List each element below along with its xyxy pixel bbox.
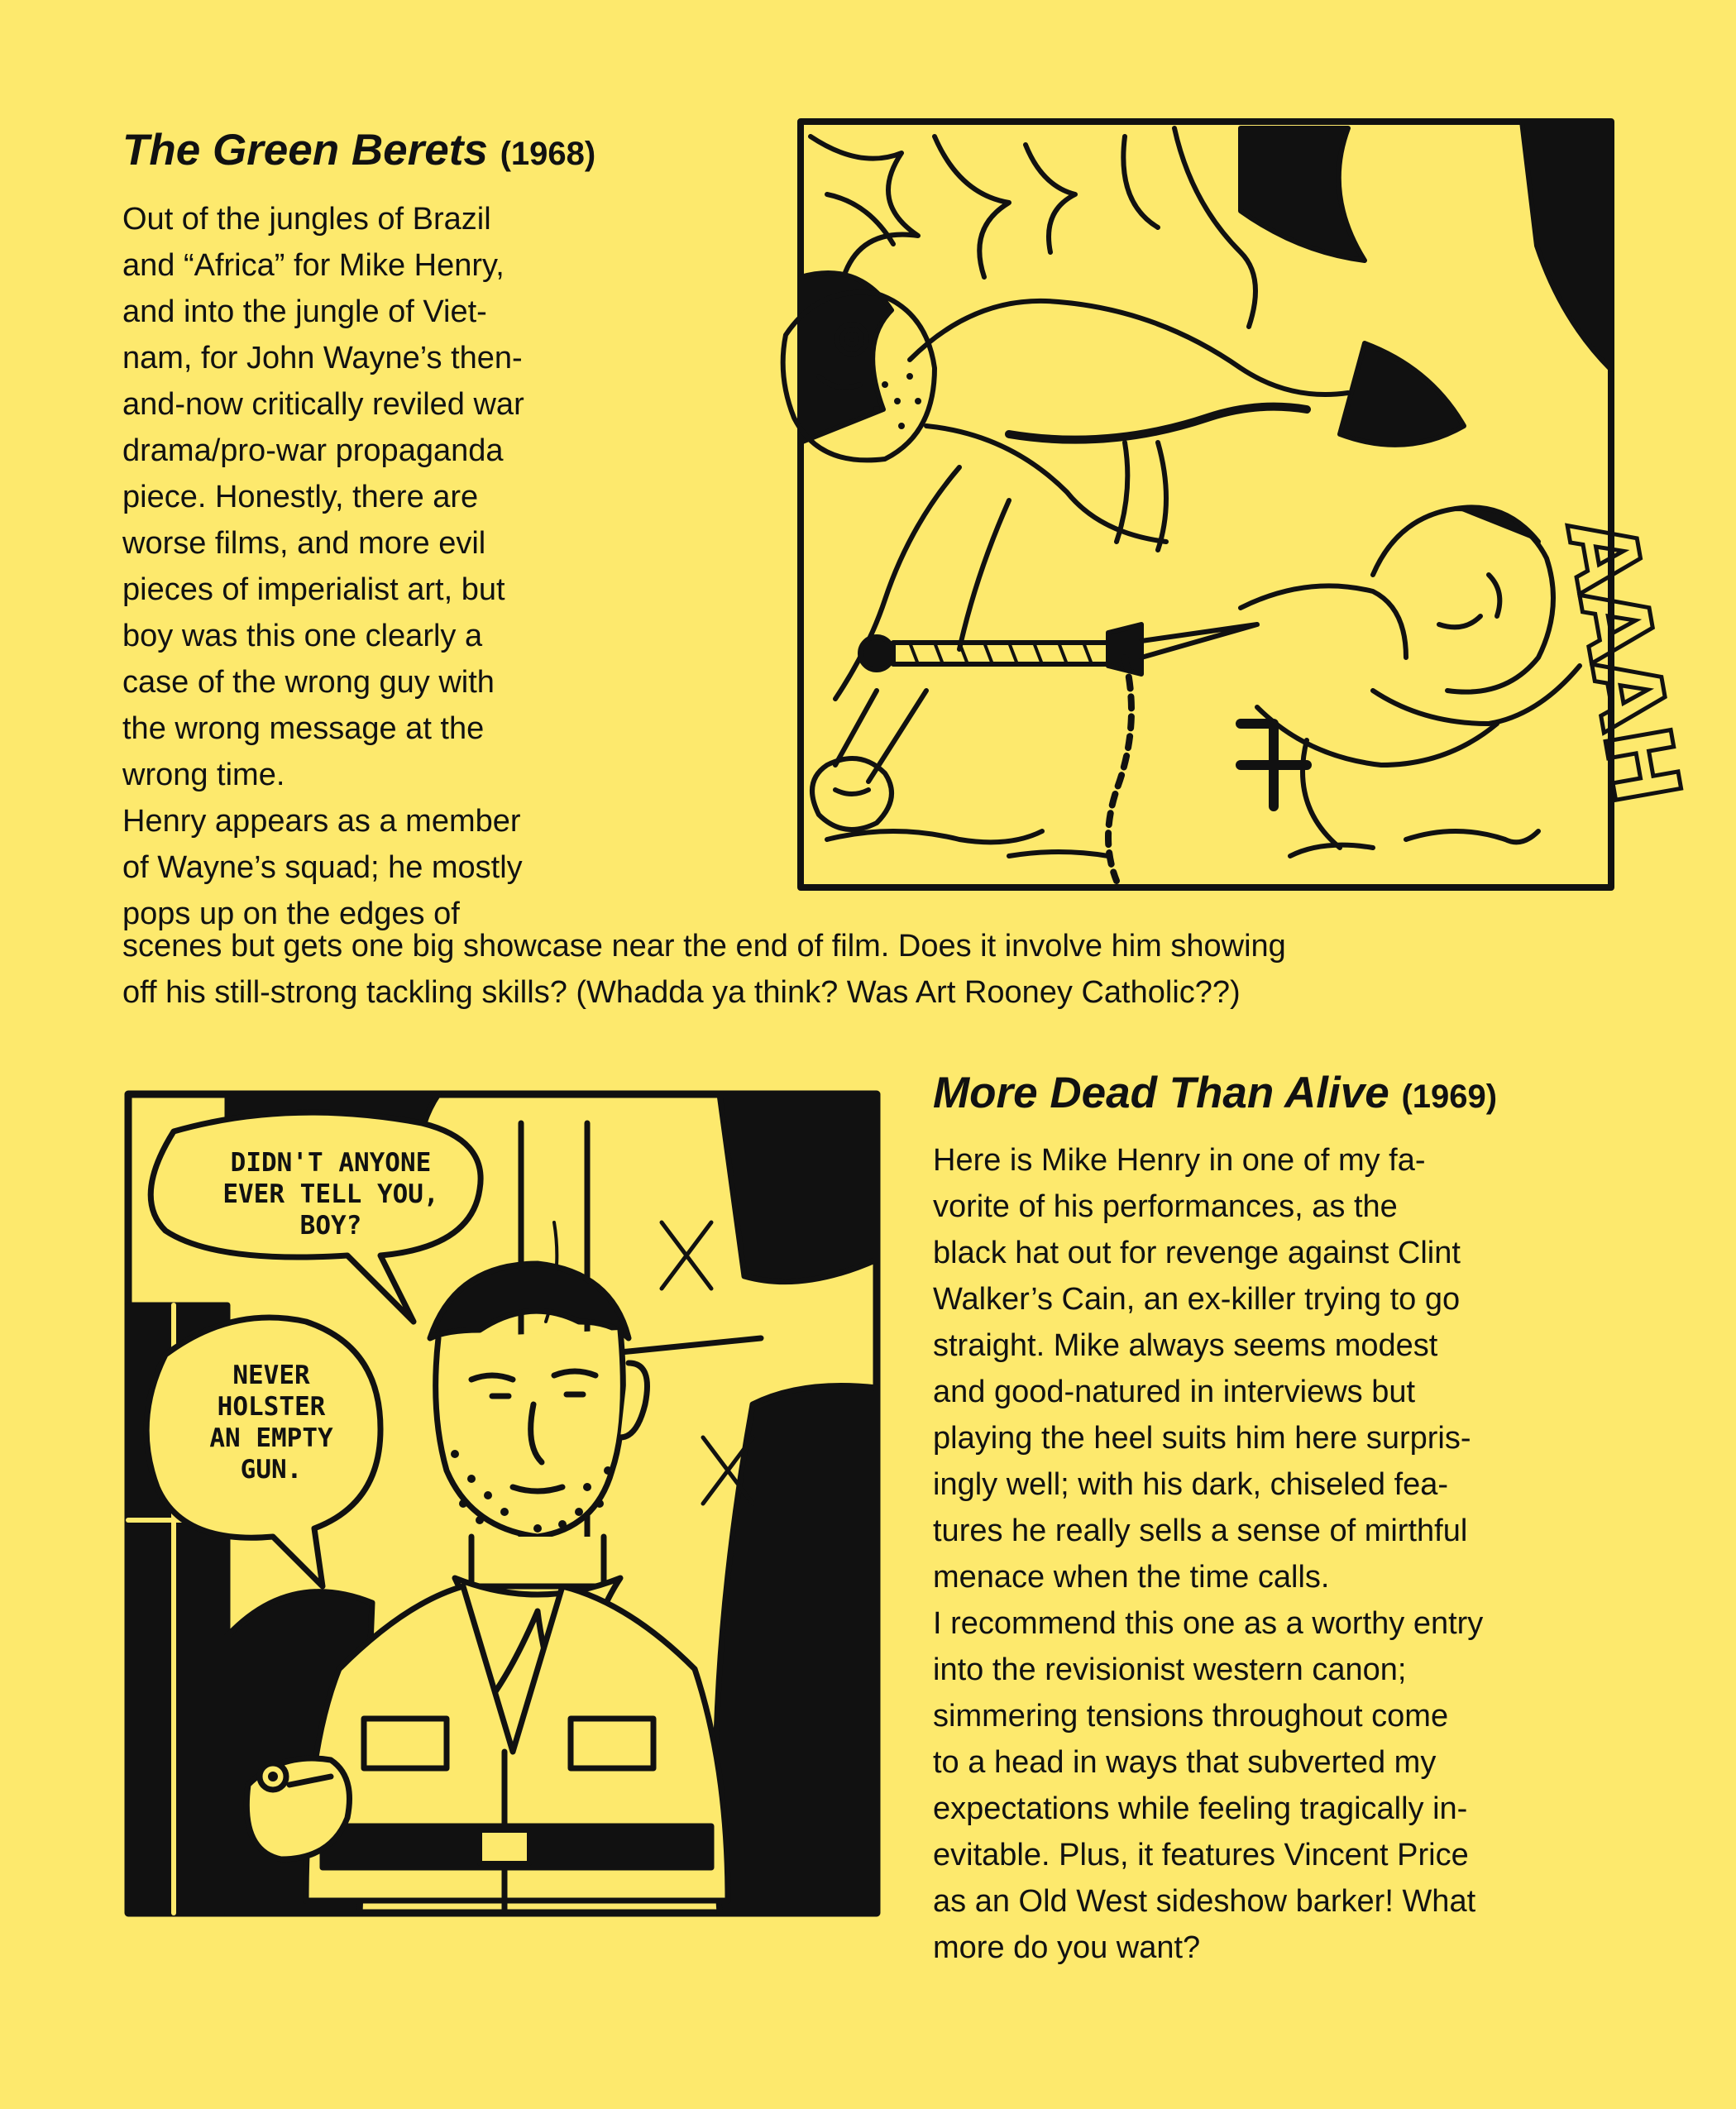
- balloon-2-line-4: GUN.: [240, 1455, 303, 1485]
- section1-paragraph-2: Henry appears as a member of Wayne’s squad; he mostly pops up on the edges of: [122, 804, 523, 931]
- shadow-right: [1522, 122, 1611, 370]
- shadow-mid: [1340, 343, 1464, 445]
- soldier-shoulder: [1241, 586, 1406, 658]
- dagger-pommel: [860, 637, 893, 670]
- section1-paragraph-1: Out of the jungles of Brazil and “Africa” for Mike Henry, and into the jungle of Viet- nam, for John Wayne’s then- and-now critically reviled war drama/pro-war propaganda piece. Honestly, there are worse films, and more evil pieces of imperialist art, but boy was this one clearly a case of the wrong guy with the wrong message at the wrong time.: [122, 202, 524, 792]
- green-berets-comic-panel: [662, 112, 1700, 897]
- dark-right: [715, 1386, 877, 1914]
- branch-1: [1123, 136, 1158, 227]
- balloon-1-line-1: DIDN'T ANYONE: [230, 1148, 432, 1178]
- more-dead-comic-panel: [124, 1090, 885, 1921]
- neck: [471, 1537, 604, 1586]
- dagger-blade: [1141, 624, 1257, 658]
- shadow-left: [801, 273, 892, 442]
- balloon-1-line-3: BOY?: [299, 1211, 362, 1241]
- rope: [1009, 407, 1307, 440]
- ground-1: [827, 831, 1042, 842]
- chain: [1108, 658, 1131, 881]
- attacker-back: [910, 301, 1348, 395]
- leaf-1: [811, 136, 918, 277]
- shadow-top: [1241, 128, 1365, 261]
- section2-paragraph-2: I recommend this one as a worthy entry into the revisionist western canon; simmering tensions throughout come to a head in ways that subverted my expectations while feeling tragically in- evitable. Plus, it features Vincent Price as an Old West sideshow barker! What more do you want?: [933, 1606, 1484, 1965]
- section2-paragraph-1: Here is Mike Henry in one of my fa- vorite of his performances, as the black hat out for revenge against Clint Walker’s Cain, an ex-killer trying to go straight. Mike always seems modest and good-natured in interviews but playing the heel suits him here surpris- ingly well; with his dark, chiseled fea- tures he really sells a sense of mirthful menace when the time calls.: [933, 1143, 1471, 1595]
- dagger-handle: [893, 643, 1108, 664]
- section1-year: (1968): [500, 136, 596, 172]
- green-berets-illustration: [662, 112, 1700, 897]
- section2-title: [933, 1069, 1497, 1121]
- panel-border: [801, 122, 1611, 887]
- section2-year: (1969): [1401, 1078, 1498, 1115]
- soldier-hair: [1456, 507, 1538, 542]
- balloon-2-line-2: HOLSTER: [217, 1392, 326, 1422]
- leaf-2: [935, 136, 1009, 277]
- section1-title: [122, 126, 595, 179]
- section1-film-title: The Green Berets: [122, 126, 488, 175]
- section2-film-title: More Dead Than Alive: [933, 1069, 1389, 1117]
- gunslinger-illustration: [124, 1090, 885, 1921]
- balloon-2-line-1: NEVER: [232, 1361, 310, 1390]
- balloon-1-line-2: EVER TELL YOU,: [222, 1179, 439, 1209]
- balloon-2-line-3: AN EMPTY: [209, 1423, 333, 1453]
- section1-paragraph-3: scenes but gets one big showcase near the end of film. Does it involve him showing off his still-strong tackling skills? (Whadda ya think? Was Art Rooney Catholic??): [122, 929, 1286, 1010]
- sfx-text: AAAH: [1546, 510, 1700, 812]
- belt-buckle: [480, 1830, 529, 1863]
